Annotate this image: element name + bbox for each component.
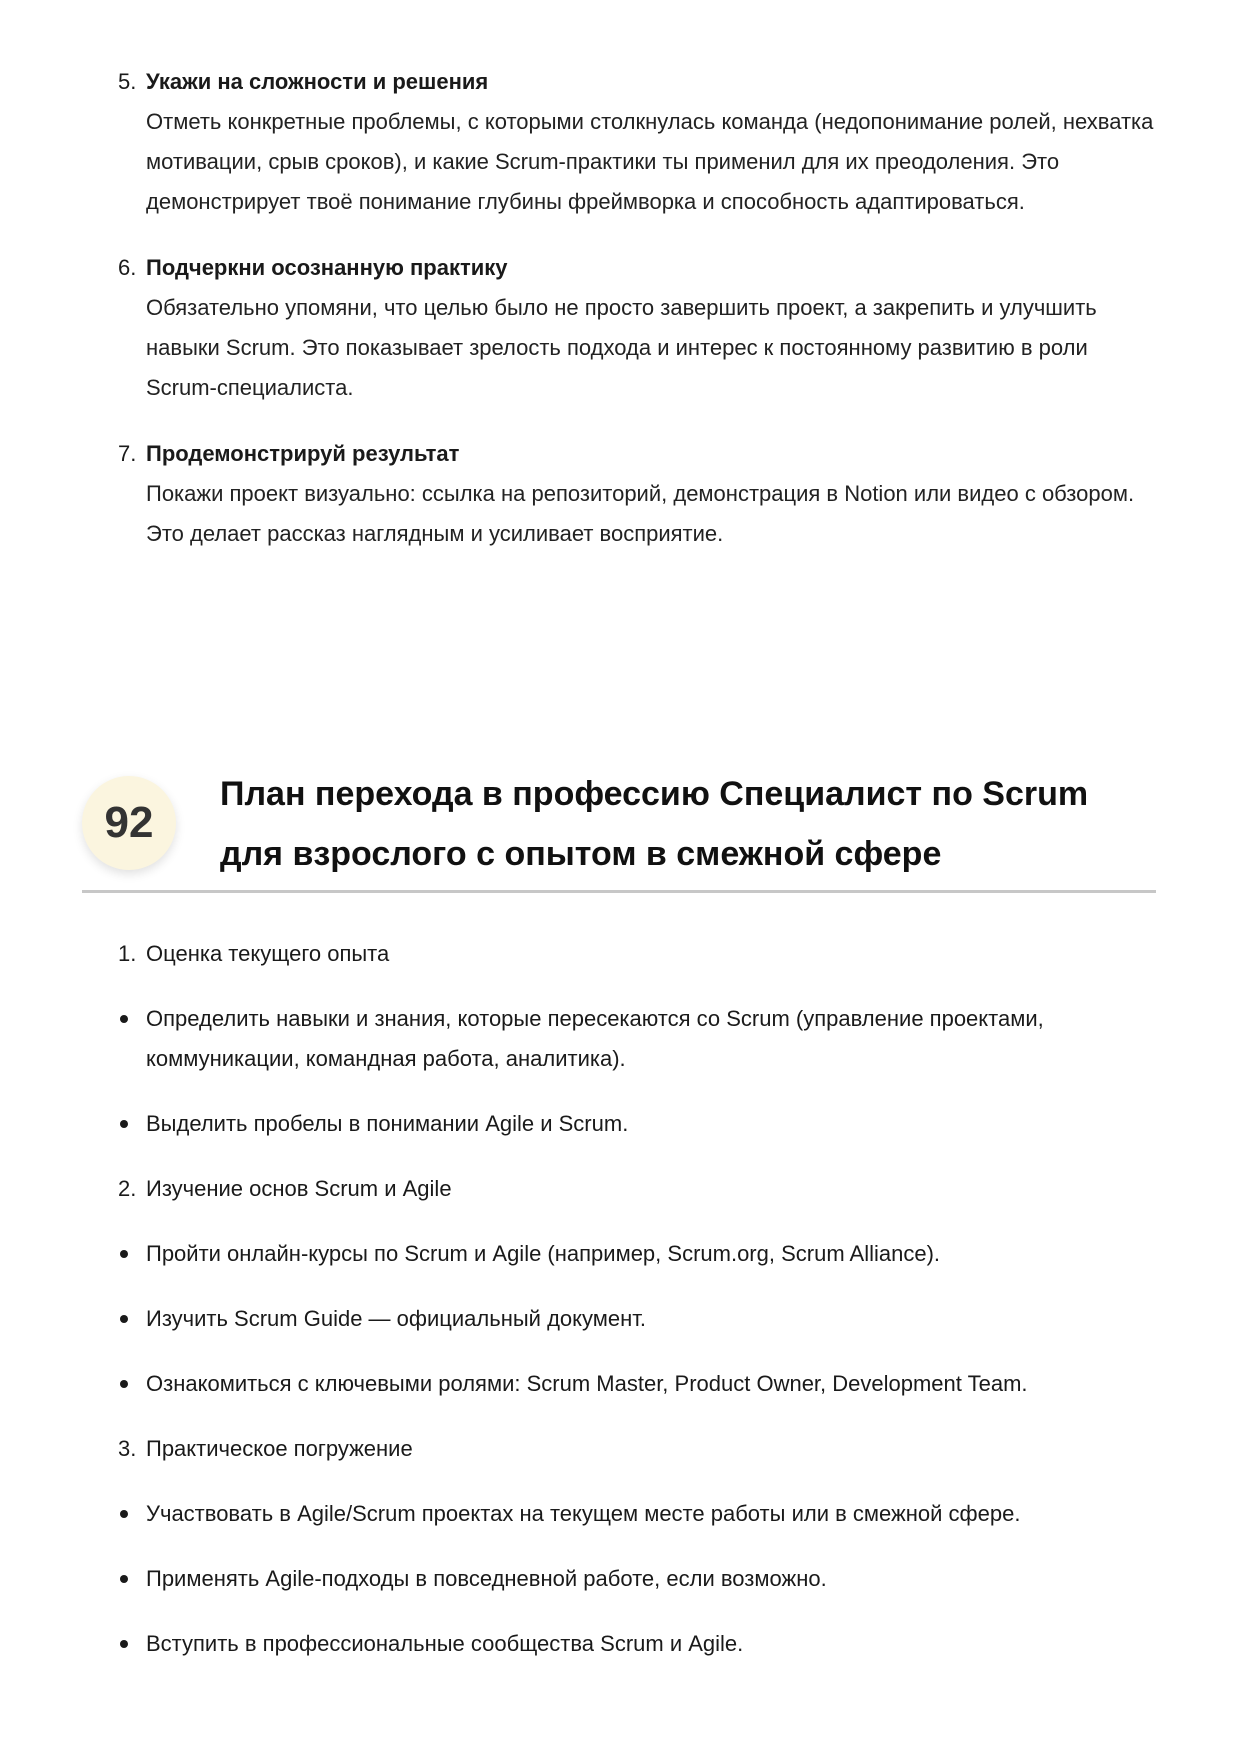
list-item [0,1494,1239,1534]
section-title-line: для взрослого с опытом в смежной сфере [220,835,942,873]
list-item-text: Изучить Scrum Guide — официальный документ. [146,1306,647,1331]
bullet-icon [120,1575,128,1583]
list-item [0,1104,1239,1144]
step-title: Практическое погружение [146,1436,413,1461]
bullet-icon [120,1315,128,1323]
list-item [0,999,1239,1079]
section-divider [82,890,1156,893]
list-item-text: Применять Agile-подходы в повседневной работе, если возможно. [146,1566,827,1591]
section-number-badge: 92 [82,776,176,870]
tip-title: Продемонстрируй результат [146,441,460,466]
section-title [220,764,1156,884]
step-title: Оценка текущего опыта [146,941,390,966]
list-item-text: Ознакомиться с ключевыми ролями: Scrum Master, Product Owner, Development Team. [146,1371,1028,1396]
tip-number: 6. [118,255,137,280]
list-item-text: Пройти онлайн-курсы по Scrum и Agile (например, Scrum.org, Scrum Alliance). [146,1241,941,1266]
list-item-text: Вступить в профессиональные сообщества Scrum и Agile. [146,1631,744,1656]
tips-list [0,62,1239,580]
step-number: 3. [118,1436,137,1461]
list-item [0,1624,1239,1664]
step-title: Изучение основ Scrum и Agile [146,1176,452,1201]
plan-list [0,934,1239,1689]
tip-number: 7. [118,441,137,466]
bullet-icon [120,1120,128,1128]
tip-body: Отметь конкретные проблемы, с которыми столкнулась команда (недопонимание ролей, нехватка мотивации, срыв сроков), и какие Scrum-практики ты применил для их преодоления. Это демонстрирует твоё понимание глубины фреймворка и способность адаптироваться. [146,109,1154,214]
bullet-icon [120,1510,128,1518]
plan-step [0,1169,1239,1209]
bullet-icon [120,1015,128,1023]
plan-step [0,1429,1239,1469]
bullet-icon [120,1380,128,1388]
tip-number: 5. [118,69,137,94]
list-item [0,1364,1239,1404]
plan-step [0,934,1239,974]
step-number: 1. [118,941,137,966]
list-item [0,1559,1239,1599]
tip-body: Покажи проект визуально: ссылка на репозиторий, демонстрация в Notion или видео с обзором. Это делает рассказ наглядным и усиливает восприятие. [146,481,1135,546]
list-item-text: Определить навыки и знания, которые пересекаются со Scrum (управление проектами, коммуникации, командная работа, аналитика). [146,1006,1044,1071]
tip-item-7 [0,434,1239,554]
list-item-text: Участвовать в Agile/Scrum проектах на текущем месте работы или в смежной сфере. [146,1501,1021,1526]
list-item [0,1299,1239,1339]
list-item-text: Выделить пробелы в понимании Agile и Scrum. [146,1111,629,1136]
tip-item-5 [0,62,1239,222]
step-number: 2. [118,1176,137,1201]
tip-title: Подчеркни осознанную практику [146,255,508,280]
section-title-line: План перехода в профессию Специалист по Scrum [220,775,1089,813]
bullet-icon [120,1250,128,1258]
list-item [0,1234,1239,1274]
tip-item-6 [0,248,1239,408]
bullet-icon [120,1640,128,1648]
tip-title: Укажи на сложности и решения [146,69,489,94]
tip-body: Обязательно упомяни, что целью было не просто завершить проект, а закрепить и улучшить навыки Scrum. Это показывает зрелость подхода и интерес к постоянному развитию в роли Scrum-специалиста. [146,295,1097,400]
section-header [82,764,1156,896]
